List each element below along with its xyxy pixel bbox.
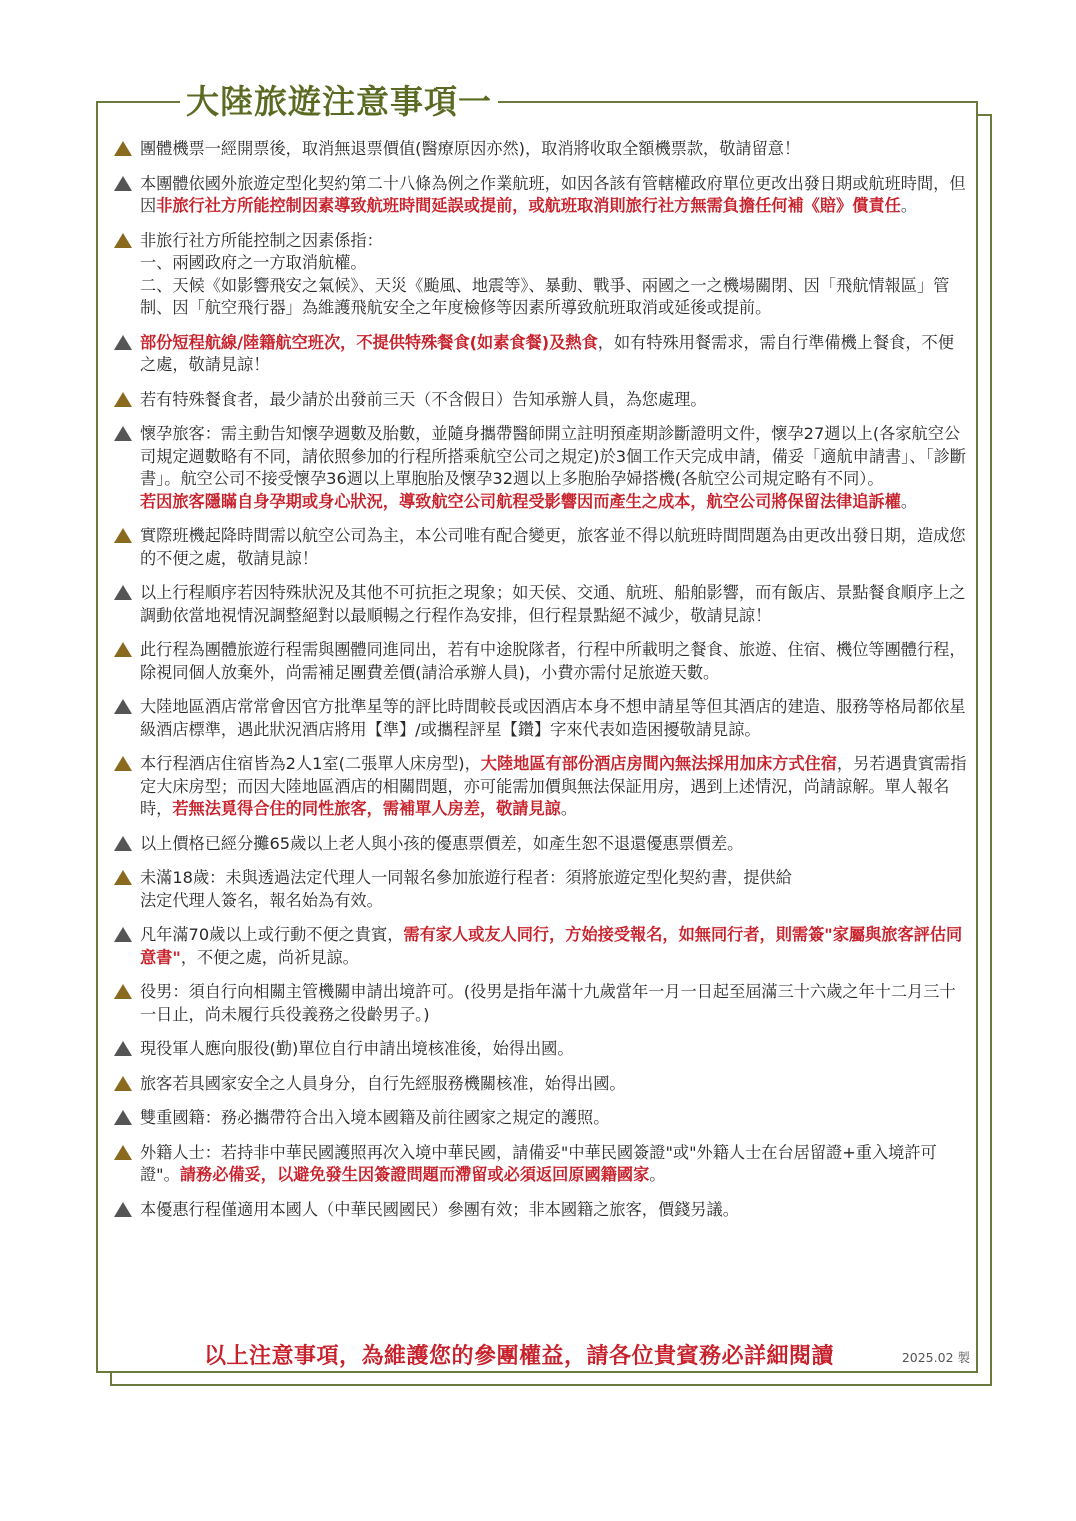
notice-highlight: 部份短程航線/陸籍航空班次，不提供特殊餐食(如素食餐)及熱食 [140,332,598,352]
warning-triangle-icon [114,642,132,657]
notice-item [114,173,970,218]
notice-segment: 本團體依國外旅遊定型化契約第二十八條為例之作業航班，如因各該有管轄權政府單位更改出發日期或航班時間，但因 [140,173,966,215]
notice-segment: 。 [560,799,578,818]
notice-text [140,697,966,739]
notice-text [140,1039,574,1058]
warning-triangle-icon [114,233,132,248]
notice-text [140,231,383,250]
notice-subline: 一、兩國政府之一方取消航權。 [140,253,367,272]
notice-item [114,981,970,1026]
warning-triangle-icon [114,392,132,407]
notice-text [140,1074,626,1093]
notice-item [114,423,970,513]
notice-text [140,139,800,158]
notice-segment: ，另若遇貴賓需指定大床房型；而因大陸地區酒店的相關問題，亦可能需加價與無法保証用房，遇到上述情況，尚請諒解。單人報名時， [140,754,967,818]
warning-triangle-icon [114,927,132,942]
notice-segment: 本優惠行程僅適用本國人（中華民國國民）參團有效；非本國籍之旅客，價錢另議。 [140,1199,739,1219]
notice-text [140,1143,937,1185]
notice-subline: 法定代理人簽名，報名始為有效。 [140,890,383,910]
warning-triangle-icon [114,984,132,999]
notice-segment: 。 [649,1165,666,1184]
warning-triangle-icon [114,141,132,156]
notice-text [140,390,707,409]
notice-highlight: 請務必備妥，以避免發生因簽證問題而滯留或必須返回原國籍國家 [179,1165,650,1184]
notice-item [114,1199,970,1222]
footer-date: 2025.02 製 [901,1350,970,1365]
notice-text [140,174,966,216]
notice-segment: 以上價格已經分攤65歲以上老人與小孩的優惠票價差，如產生恕不退還優惠票價差。 [140,833,744,853]
notice-segment: ，不便之處，尚祈見諒。 [180,947,359,967]
notice-text [140,1200,739,1219]
notice-text [140,424,966,488]
notice-item [114,696,970,741]
notice-text [140,925,962,967]
notice-text [140,640,966,682]
notice-highlight: 非旅行社方所能控制因素導致航班時間延誤或提前，或航班取消則旅行社方無需負擔任何補《賠》償責任 [156,196,901,215]
notice-highlight: 若無法覓得合住的同性旅客，需補單人房差，敬請見諒 [172,799,561,818]
warning-triangle-icon [114,1041,132,1056]
notice-item [114,867,970,912]
notice-warning-line [140,491,970,514]
warning-triangle-icon [114,176,132,191]
warning-triangle-icon [114,426,132,441]
notice-item [114,1142,970,1187]
notice-segment: 實際班機起降時間需以航空公司為主，本公司唯有配合變更，旅客並不得以航班時間問題為由更改出發日期，造成您的不便之處，敬請見諒！ [140,526,966,568]
notice-segment: 此行程為團體旅遊行程需與團體同進同出，若有中途脫隊者，行程中所載明之餐食、旅遊、住宿、機位等團體行程，除視同個人放棄外，尚需補足團費差價(請洽承辦人員)，小費亦需付足旅遊天數。 [140,640,966,682]
notice-segment: 以上行程順序若因特殊狀況及其他不可抗拒之現象；如天侯、交通、航班、船舶影響，而有飯店、景點餐食順序上之調動依當地視情況調整絕對以最順暢之行程作為安排，但行程景點絕不減少，敬請見諒！ [140,583,966,625]
notice-segment: 。 [900,196,917,215]
notice-item [114,1073,970,1096]
warning-triangle-icon [114,836,132,851]
notice-highlight: 若因旅客隱瞞自身孕期或身心狀況，導致航空公司航程受影響因而產生之成本，航空公司將保留法律追訴權 [140,491,901,511]
warning-triangle-icon [114,699,132,714]
notice-segment: 未滿18歲：未與透過法定代理人一同報名參加旅遊行程者：須將旅遊定型化契約書，提供給 [140,868,792,887]
notice-list [114,138,970,1233]
notice-item [114,924,970,969]
notice-segment: ，如有特殊用餐需求，需自行準備機上餐食，不便之處，敬請見諒！ [140,332,954,374]
notice-segment: 凡年滿70歲以上或行動不便之貴賓， [140,925,404,944]
warning-triangle-icon [114,528,132,543]
notice-text [140,868,792,887]
notice-subline: 二、天候《如影響飛安之氣候》、天災《颱風、地震等》、暴動、戰爭、兩國之一之機場關閉、因「飛航情報區」管制、因「航空飛行器」為維護飛航安全之年度檢修等因素所導致航班取消或延後或提前。 [140,275,950,317]
footer [96,1342,978,1372]
notice-highlight: 大陸地區有部份酒店房間內無法採用加床方式住宿 [480,754,837,773]
notice-segment: 現役軍人應向服役(勤)單位自行申請出境核准後，始得出國。 [140,1039,574,1058]
notice-item [114,1107,970,1130]
notice-text [140,754,966,818]
warning-triangle-icon [114,870,132,885]
warning-triangle-icon [114,1202,132,1217]
notice-text [140,834,743,853]
notice-text [140,982,956,1024]
notice-text [140,333,954,375]
notice-segment: 懷孕旅客：需主動告知懷孕週數及胎數，並隨身攜帶醫師開立註明預產期診斷證明文件，懷孕27週以上(各家航空公司規定週數略有不同，請依照參加的行程所搭乘航空公司之規定)於3個工作天完成申請，備妥「適航申請書」、「診斷書」。航空公司不接受懷孕36週以上單胞胎及懷孕32週以上多胞胎孕婦搭機(各航空公司規定略有不同）。 [140,424,966,488]
notice-highlight: 需有家人或友人同行，方始接受報名，如無同行者，則需簽"家屬與旅客評估同意書" [140,925,963,967]
page-title: 大陸旅遊注意事項一 [180,80,498,124]
notice-text [140,583,966,625]
warning-triangle-icon [114,335,132,350]
notice-item [114,753,970,821]
notice-text [140,526,966,568]
warning-triangle-icon [114,1145,132,1160]
notice-segment: 若有特殊餐食者，最少請於出發前三天（不含假日）告知承辦人員，為您處理。 [140,389,707,409]
notice-segment: 外籍人士：若持非中華民國護照再次入境中華民國，請備妥"中華民國簽證"或"外籍人士在台居留證+重入境許可證"。 [140,1142,937,1184]
warning-triangle-icon [114,1076,132,1091]
footer-notice: 以上注意事項，為維護您的參團權益，請各位貴賓務必詳細閱讀 [204,1344,835,1369]
warning-triangle-icon [114,756,132,771]
notice-segment: 旅客若具國家安全之人員身分，自行先經服務機關核准，始得出國。 [140,1073,626,1093]
notice-item [114,639,970,684]
notice-item [114,332,970,377]
notice-item [114,230,970,320]
notice-segment: 非旅行社方所能控制之因素係指： [140,230,383,250]
notice-text [140,1108,609,1127]
notice-segment: 。 [900,491,917,511]
notice-segment: 大陸地區酒店常常會因官方批準星等的評比時間較長或因酒店本身不想申請星等但其酒店的建造、服務等格局都依星級酒店標準，遇此狀況酒店將用【準】/或攜程評星【鑽】字來代表如造困擾敬請見諒。 [140,697,966,739]
warning-triangle-icon [114,585,132,600]
notice-item [114,833,970,856]
notice-item [114,389,970,412]
notice-segment: 雙重國籍：務必攜帶符合出入境本國籍及前往國家之規定的護照。 [140,1108,610,1127]
notice-segment: 役男：須自行向相關主管機關申請出境許可。(役男是指年滿十九歲當年一月一日起至屆滿三十六歲之年十二月三十一日止，尚未履行兵役義務之役齡男子。) [140,982,956,1024]
notice-item [114,1038,970,1061]
notice-segment: 本行程酒店住宿皆為2人1室(二張單人床房型)， [140,754,481,773]
notice-segment: 團體機票一經開票後，取消無退票價值(醫療原因亦然)，取消將收取全額機票款，敬請留意！ [140,139,801,158]
notice-item [114,525,970,570]
notice-item [114,138,970,161]
notice-item [114,582,970,627]
warning-triangle-icon [114,1110,132,1125]
